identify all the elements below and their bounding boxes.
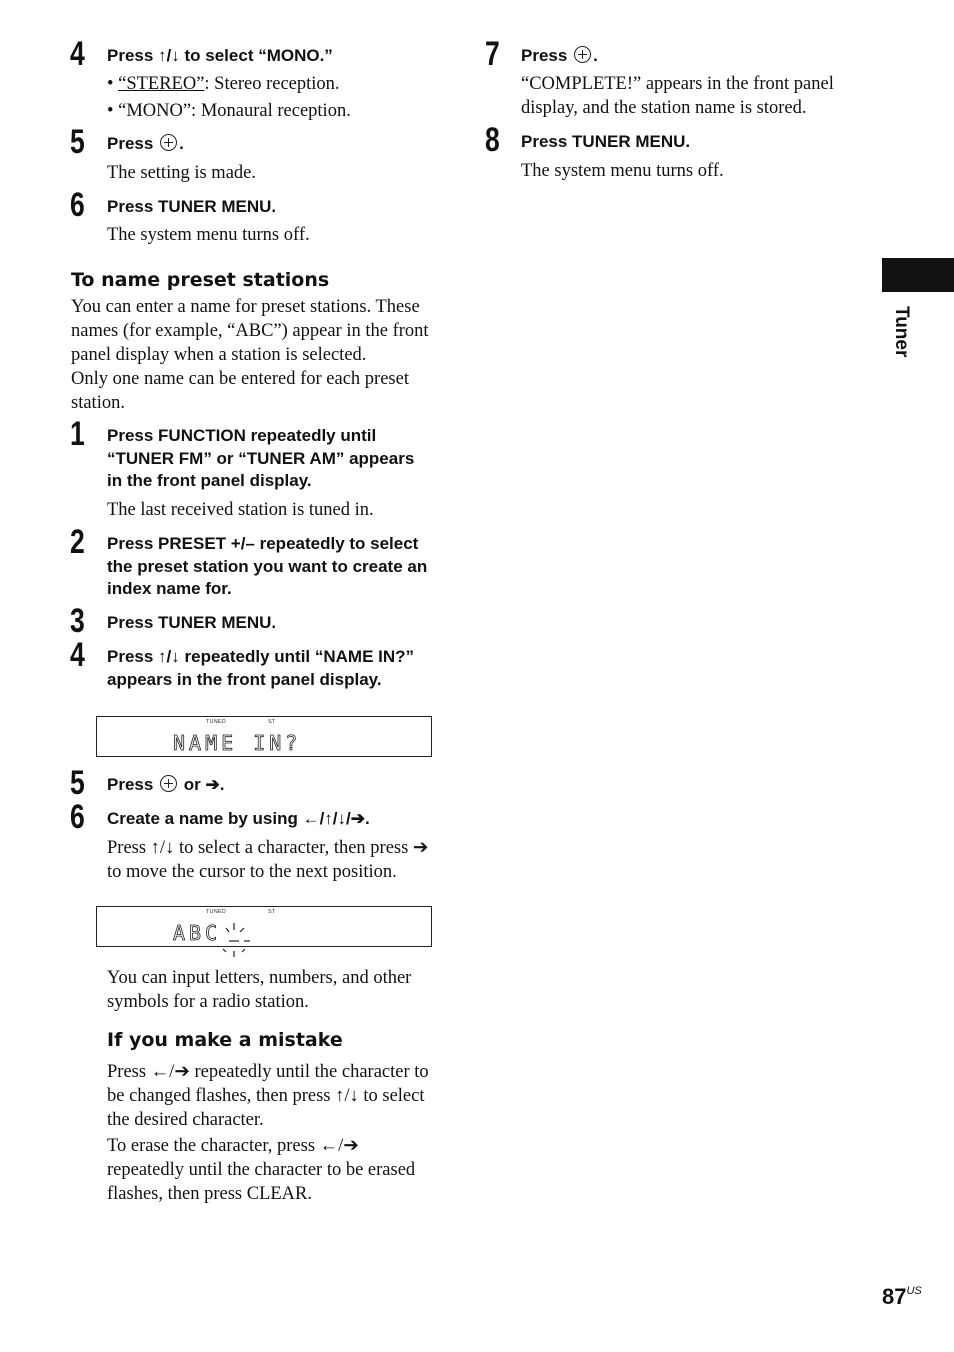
step-number: 5: [70, 123, 85, 161]
stereo-indicator: ST: [268, 909, 276, 915]
section-tab-label: Tuner: [891, 306, 912, 358]
intro-paragraph: You can enter a name for preset stations. These names (for example, “ABC”) appear in the front panel display when a station is selected. Only one name can be entered for each preset station.: [71, 297, 429, 413]
section-heading: To name preset stations: [71, 269, 330, 291]
step-body: The system menu turns off.: [521, 161, 724, 181]
step-title: Press TUNER MENU.: [107, 197, 277, 216]
step-title: Press or ➔.: [107, 775, 225, 794]
step-title: Press ↑/↓ repeatedly until “NAME IN?” appears in the front panel display.: [107, 647, 415, 689]
display-text: ABC: [173, 921, 222, 945]
tuned-indicator: TUNED: [206, 719, 226, 725]
front-panel-display: [96, 906, 432, 947]
section-tab-marker: [882, 258, 954, 292]
step-body: The last received station is tuned in.: [107, 500, 374, 520]
step-title: Press FUNCTION repeatedly until “TUNER FM” or “TUNER AM” appears in the front panel display.: [107, 426, 415, 490]
front-panel-display: [96, 716, 432, 757]
step-body: Press ↑/↓ to select a character, then press ➔ to move the cursor to the next position.: [107, 838, 429, 882]
step-number: 2: [70, 523, 85, 561]
step-number: 8: [485, 121, 500, 159]
flashing-cursor-icon: [217, 919, 257, 963]
info-paragraph: You can input letters, numbers, and other symbols for a radio station.: [107, 968, 412, 1012]
step-number: 5: [70, 764, 85, 802]
display-text: NAME IN?: [173, 731, 302, 755]
enter-button-icon: [574, 46, 591, 63]
step-body: The setting is made.: [107, 163, 256, 183]
step-title: Press TUNER MENU.: [107, 613, 277, 632]
step-number: 4: [70, 636, 85, 674]
step-number: 6: [70, 186, 85, 224]
step-title: Press ↑/↓ to select “MONO.”: [107, 46, 333, 65]
step-body: The system menu turns off.: [107, 225, 310, 245]
step-title: Press PRESET +/– repeatedly to select the preset station you want to create an index name for.: [107, 534, 428, 598]
enter-button-icon: [160, 134, 177, 151]
tuned-indicator: TUNED: [206, 909, 226, 915]
step-title: Press .: [521, 46, 598, 65]
stereo-indicator: ST: [268, 719, 276, 725]
step-title: Press .: [107, 134, 184, 153]
step-title: Create a name by using ←/↑/↓/➔.: [107, 809, 370, 828]
bullet-mono: • “MONO”: Monaural reception.: [107, 101, 351, 121]
step-title: Press TUNER MENU.: [521, 132, 691, 151]
step-body: “COMPLETE!” appears in the front panel display, and the station name is stored.: [521, 74, 834, 118]
step-number: 1: [70, 415, 85, 453]
mistake-paragraph-1: Press ←/➔ repeatedly until the character to be changed flashes, then press ↑/↓ to select the desired character.: [107, 1062, 429, 1130]
step-number: 3: [70, 602, 85, 640]
step-number: 7: [485, 35, 500, 73]
mistake-paragraph-2: To erase the character, press ←/➔ repeatedly until the character to be erased flashes, then press CLEAR.: [107, 1136, 416, 1204]
step-number: 4: [70, 35, 85, 73]
step-number: 6: [70, 798, 85, 836]
page-number: $87^{US}$: [882, 1284, 922, 1309]
bullet-stereo: • “STEREO”: Stereo reception.: [107, 74, 340, 94]
enter-button-icon: [160, 775, 177, 792]
subsection-heading: If you make a mistake: [107, 1029, 343, 1051]
